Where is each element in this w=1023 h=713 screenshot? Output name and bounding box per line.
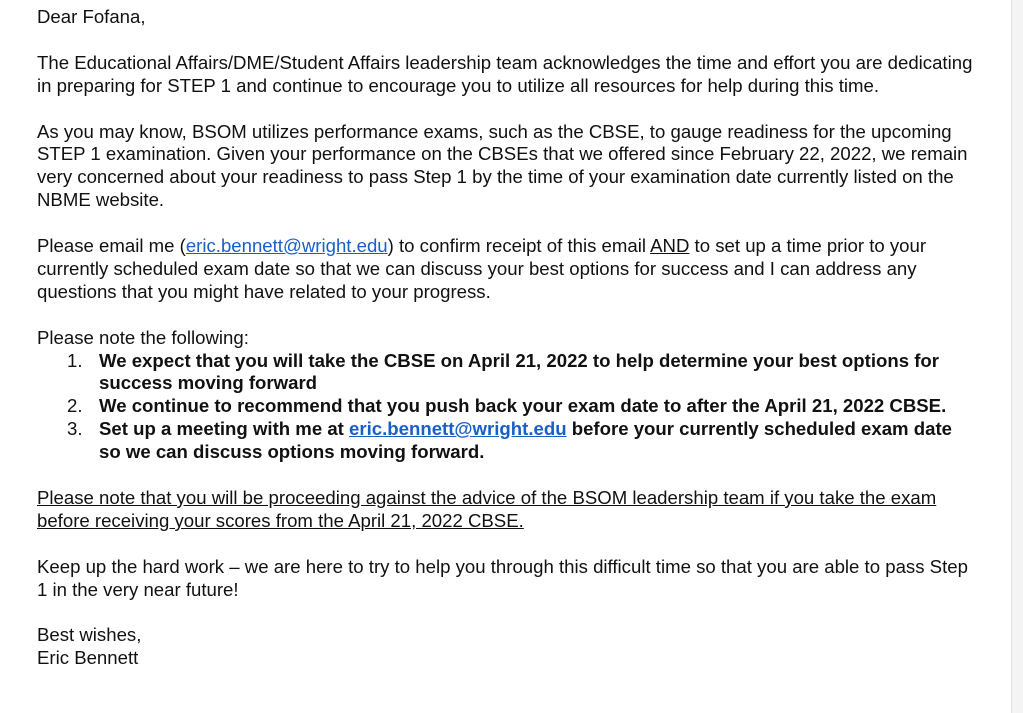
paragraph-acknowledgement: The Educational Affairs/DME/Student Affairs leadership team acknowledges the time and effort you are dedicating in preparing for STEP 1 and continue to encourage you to utilize all resources for help during this time. bbox=[37, 51, 973, 96]
greeting: Dear Fofana, bbox=[37, 6, 146, 27]
list-item bbox=[37, 418, 977, 464]
scrollbar[interactable] bbox=[1011, 0, 1023, 713]
list-text: We continue to recommend that you push back your exam date to after the April 21, 2022 CBSE. bbox=[99, 395, 947, 417]
list-text-suffix: before your currently scheduled exam date so we can discuss options moving forward. bbox=[99, 418, 952, 463]
email-body bbox=[37, 6, 977, 670]
meeting-email-link[interactable]: eric.bennett@wright.edu bbox=[349, 418, 567, 440]
request-middle: ) to confirm receipt of this email bbox=[387, 235, 651, 257]
notes-intro: Please note the following: bbox=[37, 326, 249, 348]
list-number: 3. bbox=[67, 418, 83, 440]
list-number: 2. bbox=[67, 395, 83, 417]
signature: Eric Bennett bbox=[37, 647, 139, 669]
warning-paragraph: Please note that you will be proceeding against the advice of the BSOM leadership team if you take the exam before receiving your scores from the April 21, 2022 CBSE. bbox=[37, 486, 937, 531]
request-suffix: to set up a time prior to your currently scheduled exam date so that we can discuss your best options for success and I can address any questions that you might have related to your progress. bbox=[37, 235, 927, 302]
list-text: We expect that you will take the CBSE on April 21, 2022 to help determine your best options for success moving forward bbox=[99, 349, 939, 394]
email-link[interactable]: eric.bennett@wright.edu bbox=[185, 235, 388, 257]
list-item bbox=[37, 350, 977, 396]
list-item bbox=[37, 395, 977, 418]
list-text-prefix: Set up a meeting with me at bbox=[99, 418, 350, 440]
encouragement-paragraph: Keep up the hard work – we are here to try to help you through this difficult time so that you are able to pass Step 1 in the very near future! bbox=[37, 555, 968, 600]
paragraph-request bbox=[37, 235, 977, 304]
signoff: Best wishes, bbox=[37, 624, 142, 646]
list-number: 1. bbox=[67, 349, 83, 371]
paragraph-concern: As you may know, BSOM utilizes performance exams, such as the CBSE, to gauge readiness for the upcoming STEP 1 examination. Given your performance on the CBSEs that we offered since February 22, 2022, we remain very concerned about your readiness to pass Step 1 by the time of your examination date currently listed on the NBME website. bbox=[37, 120, 968, 211]
and-emphasis: AND bbox=[650, 235, 690, 257]
notes-list bbox=[37, 350, 977, 465]
request-prefix: Please email me ( bbox=[37, 235, 186, 257]
